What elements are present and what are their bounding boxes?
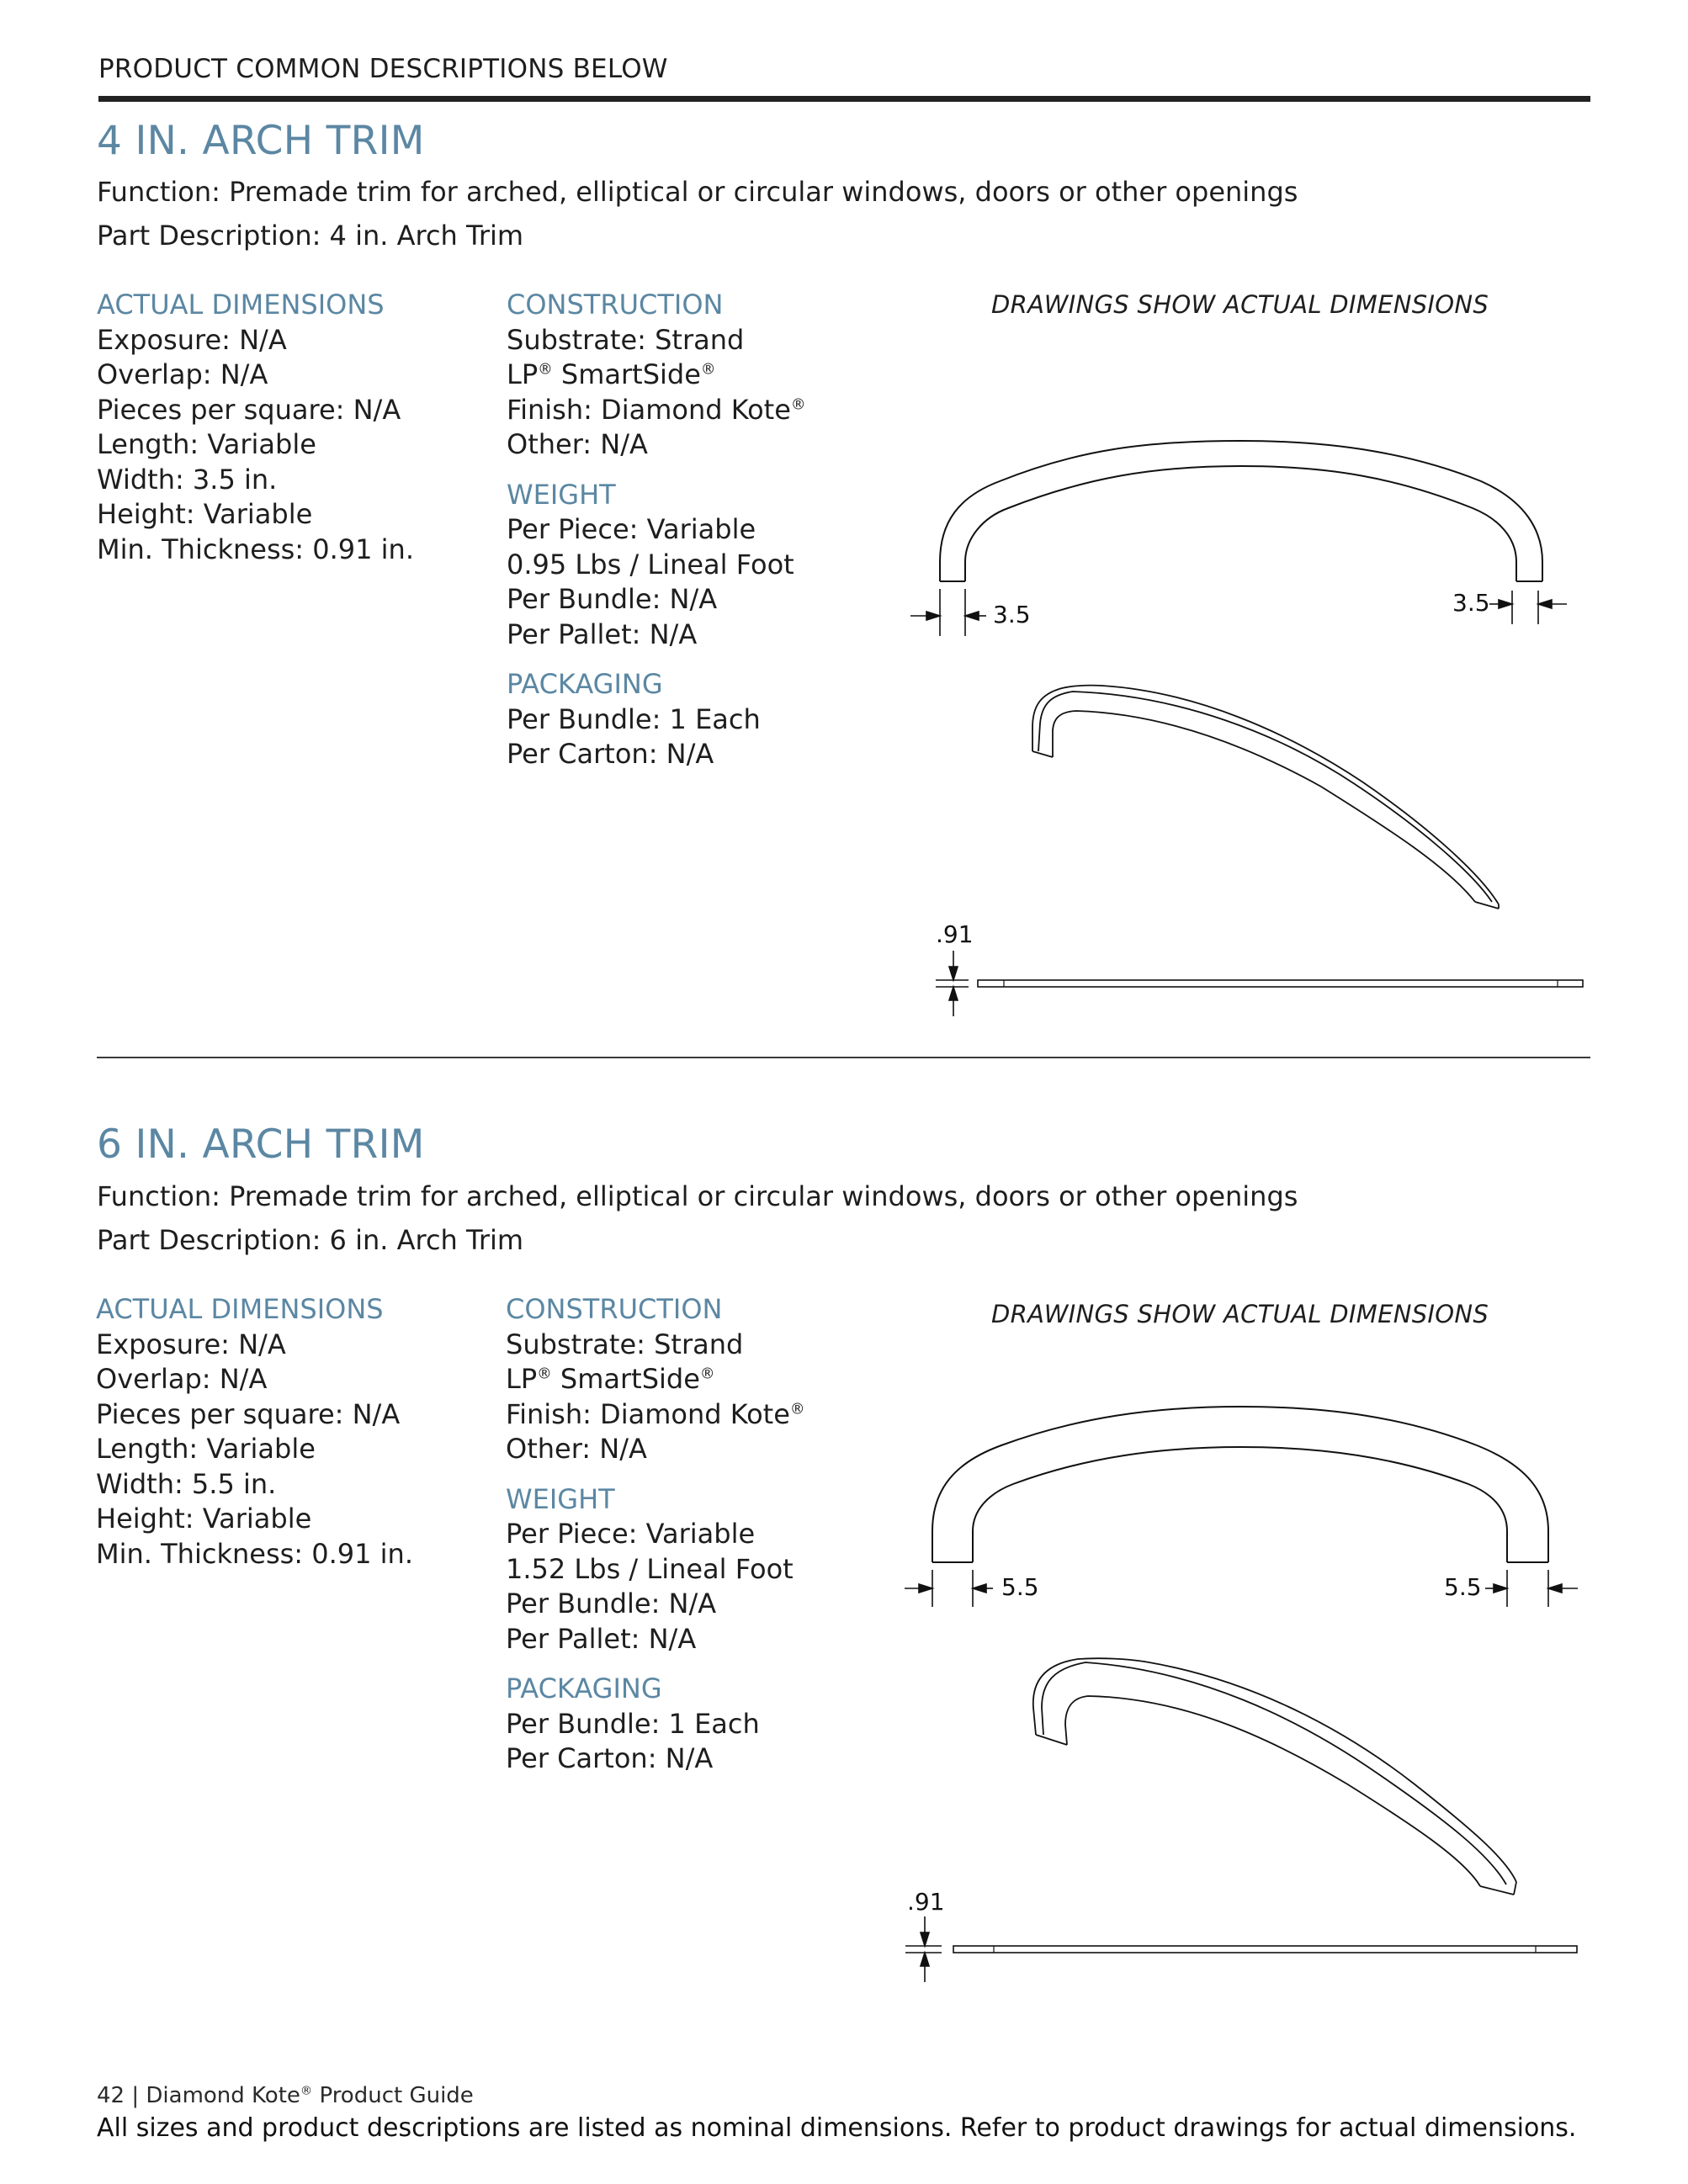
weight-row: Per Bundle: N/A: [507, 583, 718, 615]
footer-page-info: [97, 2083, 474, 2108]
thickness-label: .91: [907, 1888, 945, 1916]
packaging-heading: PACKAGING: [506, 1672, 662, 1704]
thickness-label: .91: [936, 920, 974, 948]
packaging-row: Per Carton: N/A: [507, 738, 714, 770]
brand-smartside: SmartSide: [560, 358, 701, 390]
brand-lp: LP: [507, 358, 539, 390]
arch-perspective-view: [1033, 1658, 1516, 1895]
weight-row: Per Piece: Variable: [506, 1518, 756, 1550]
weight-row: Per Pallet: N/A: [506, 1622, 697, 1655]
width-label-left: 5.5: [1001, 1573, 1039, 1601]
weight-heading: WEIGHT: [506, 1482, 615, 1515]
packaging-heading: PACKAGING: [507, 668, 663, 700]
actual-dimensions-heading: ACTUAL DIMENSIONS: [97, 289, 385, 321]
product-title: 4 IN. ARCH TRIM: [97, 118, 425, 164]
dimension-row: Width: 5.5 in.: [96, 1467, 277, 1500]
actual-dimensions-heading: ACTUAL DIMENSIONS: [96, 1293, 384, 1325]
width-label-left: 3.5: [993, 601, 1031, 628]
page-number: 42: [97, 2083, 125, 2108]
construction-heading: CONSTRUCTION: [507, 289, 724, 321]
page-top-label: PRODUCT COMMON DESCRIPTIONS BELOW: [98, 54, 668, 84]
weight-row: Per Bundle: N/A: [506, 1588, 717, 1619]
footer-separator: |: [131, 2083, 140, 2108]
width-label-right: 3.5: [1452, 589, 1490, 617]
product-function: Function: Premade trim for arched, elliptical or circular windows, doors or other openings: [97, 1180, 1298, 1212]
registered-mark: ®: [699, 1365, 715, 1383]
dimension-row: Pieces per square: N/A: [97, 393, 401, 426]
weight-row: 0.95 Lbs / Lineal Foot: [507, 548, 794, 580]
dimension-row: Height: Variable: [97, 498, 313, 530]
product-part-description: Part Description: 6 in. Arch Trim: [97, 1224, 524, 1256]
packaging-row: Per Carton: N/A: [506, 1742, 714, 1774]
registered-mark: ®: [300, 2084, 313, 2098]
weight-heading: WEIGHT: [507, 478, 616, 511]
product-title: 6 IN. ARCH TRIM: [97, 1121, 425, 1168]
finish-text: Finish: Diamond Kote: [507, 393, 791, 426]
construction-heading: CONSTRUCTION: [506, 1293, 723, 1325]
brand-lp: LP: [506, 1363, 538, 1395]
product-part-description: Part Description: 4 in. Arch Trim: [97, 220, 524, 252]
arch-front-view: [932, 1407, 1548, 1562]
packaging-row: Per Bundle: 1 Each: [506, 1707, 760, 1740]
dimension-row: Min. Thickness: 0.91 in.: [97, 533, 414, 565]
footer-disclaimer: All sizes and product descriptions are listed as nominal dimensions. Refer to product drawings for actual dimensions.: [97, 2113, 1577, 2143]
flat-bar-side-view: [953, 1946, 1577, 1953]
drawing-caption: DRAWINGS SHOW ACTUAL DIMENSIONS: [991, 1300, 1489, 1328]
registered-mark: ®: [790, 396, 806, 414]
finish-text: Finish: Diamond Kote: [506, 1397, 790, 1430]
weight-row: 1.52 Lbs / Lineal Foot: [506, 1552, 794, 1585]
registered-mark: ®: [700, 361, 716, 379]
drawing-caption: DRAWINGS SHOW ACTUAL DIMENSIONS: [991, 290, 1489, 319]
guide-name: Diamond Kote: [146, 2083, 300, 2108]
packaging-row: Per Bundle: 1 Each: [507, 702, 761, 735]
construction-other: Other: N/A: [507, 428, 648, 460]
dimension-row: Overlap: N/A: [97, 358, 268, 390]
registered-mark: ®: [537, 1365, 552, 1383]
dimension-row: Length: Variable: [96, 1433, 316, 1465]
dimension-row: Pieces per square: N/A: [96, 1397, 401, 1430]
construction-other: Other: N/A: [506, 1433, 647, 1465]
product-function: Function: Premade trim for arched, elliptical or circular windows, doors or other openings: [97, 176, 1298, 208]
brand-smartside: SmartSide: [560, 1363, 700, 1395]
dimension-row: Exposure: N/A: [96, 1328, 286, 1360]
dimension-row: Width: 3.5 in.: [97, 463, 278, 496]
dimension-row: Exposure: N/A: [97, 323, 287, 356]
width-label-right: 5.5: [1444, 1573, 1482, 1601]
weight-row: Per Pallet: N/A: [507, 618, 698, 650]
construction-substrate: Substrate: Strand: [507, 323, 745, 356]
registered-mark: ®: [538, 361, 553, 379]
registered-mark: ®: [789, 1401, 805, 1418]
dimension-row: Height: Variable: [96, 1503, 312, 1535]
guide-suffix: Product Guide: [319, 2083, 474, 2108]
weight-row: Per Piece: Variable: [507, 513, 756, 545]
dimension-row: Length: Variable: [97, 428, 316, 460]
dimension-row: Min. Thickness: 0.91 in.: [96, 1537, 413, 1570]
thickness-dimension-marks: [905, 1916, 942, 1982]
dimension-row: Overlap: N/A: [96, 1363, 268, 1395]
construction-substrate: Substrate: Strand: [506, 1328, 744, 1360]
